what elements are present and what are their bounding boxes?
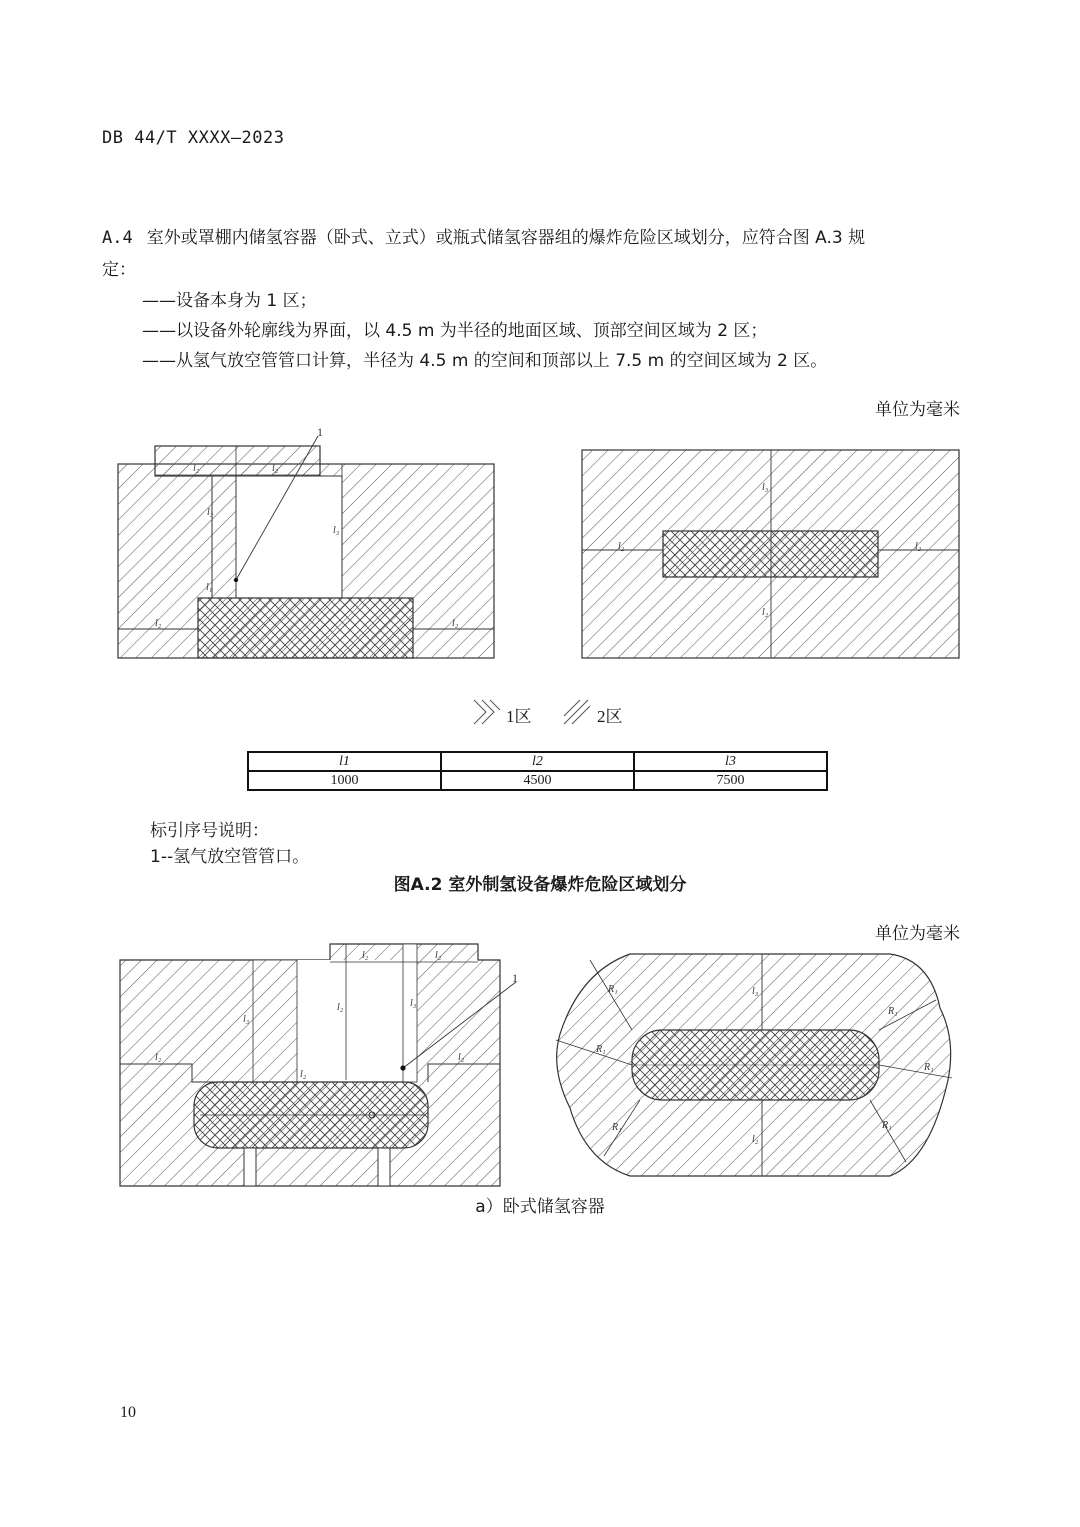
clause-number: A.4: [102, 228, 133, 248]
svg-text:l₂: l₂: [452, 618, 459, 629]
svg-text:R₁: R₁: [882, 1120, 892, 1131]
svg-text:l₂: l₂: [272, 463, 279, 474]
legend-zone2-label: 2区: [597, 707, 623, 726]
svg-text:l₂: l₂: [435, 950, 442, 961]
svg-text:R₁: R₁: [596, 1044, 606, 1055]
table-row: [248, 771, 827, 790]
svg-text:l₂: l₂: [193, 463, 200, 474]
svg-text:l₂: l₂: [752, 1134, 759, 1145]
a2-callout-number: 1: [317, 425, 323, 439]
svg-text:l₂: l₂: [337, 1002, 344, 1013]
distance-table: [247, 751, 828, 791]
svg-text:R₁: R₁: [888, 1006, 898, 1017]
document-header-id: DB 44/T XXXX—2023: [102, 128, 285, 148]
svg-text:R₁: R₁: [612, 1122, 622, 1133]
a3-plan-view-drawing: [556, 954, 952, 1176]
figure-a2-drawings: [0, 0, 1080, 700]
svg-text:l₂: l₂: [915, 541, 922, 552]
svg-text:R₁: R₁: [608, 984, 618, 995]
svg-text:l₂: l₂: [155, 618, 162, 629]
clause-bullet: ——以设备外轮廓线为界面，以 4.5 m 为半径的地面区域、顶部空间区域为 2 区；: [142, 321, 768, 341]
a2-left-drawing: [118, 436, 494, 658]
clause-bullet: ——设备本身为 1 区；: [142, 291, 317, 311]
clause-text-line1: 室外或罩棚内储氢容器（卧式、立式）或瓶式储氢容器组的爆炸危险区域划分，应符合图 A.3 规: [146, 228, 866, 248]
legend-zone1-label: 1区: [506, 707, 532, 726]
table-header-cell: l2: [441, 752, 634, 771]
a3-callout-number: 1: [512, 971, 518, 985]
svg-text:l₃: l₃: [333, 525, 340, 536]
figure-a3-subcaption: a）卧式储氢容器: [475, 1197, 605, 1217]
svg-text:l₂: l₂: [458, 1052, 465, 1063]
a2-right-drawing: [582, 450, 959, 658]
table-cell: 4500: [441, 771, 634, 790]
table-header-cell: l3: [634, 752, 827, 771]
svg-text:l₃: l₃: [752, 986, 759, 997]
table-header-cell: l1: [248, 752, 441, 771]
svg-text:R₁: R₁: [924, 1062, 934, 1073]
table-cell: 1000: [248, 771, 441, 790]
svg-text:l₃: l₃: [207, 507, 214, 518]
svg-text:l₂: l₂: [618, 541, 625, 552]
svg-text:l₃: l₃: [410, 998, 417, 1009]
clause-bullet: ——从氢气放空管管口计算，半径为 4.5 m 的空间和顶部以上 7.5 m 的空间区域为 2 区。: [142, 351, 828, 371]
page-number: 10: [120, 1404, 136, 1421]
a3-horizontal-vessel-drawing: [120, 944, 516, 1186]
svg-text:l₁: l₁: [206, 582, 213, 593]
table-header-row: [248, 752, 827, 771]
unit-label: 单位为毫米: [875, 924, 960, 944]
notes-title: 标引序号说明：: [150, 821, 269, 841]
notes-item: 1--氢气放空管管口。: [150, 847, 310, 867]
svg-text:l₃: l₃: [762, 482, 769, 493]
unit-label: 单位为毫米: [875, 400, 960, 420]
svg-text:l₂: l₂: [362, 950, 369, 961]
clause-text-line2: 定：: [102, 260, 136, 280]
zone2-legend-swatch-icon: [562, 698, 592, 726]
figure-a3-drawings: [0, 930, 1080, 1200]
figure-a2-caption: 图A.2 室外制氢设备爆炸危险区域划分: [393, 875, 687, 895]
zone1-legend-swatch-icon: [472, 698, 502, 726]
svg-text:l₂: l₂: [762, 607, 769, 618]
svg-text:l₂: l₂: [300, 1069, 307, 1080]
table-cell: 7500: [634, 771, 827, 790]
svg-text:l₃: l₃: [243, 1014, 250, 1025]
svg-text:l₂: l₂: [155, 1052, 162, 1063]
